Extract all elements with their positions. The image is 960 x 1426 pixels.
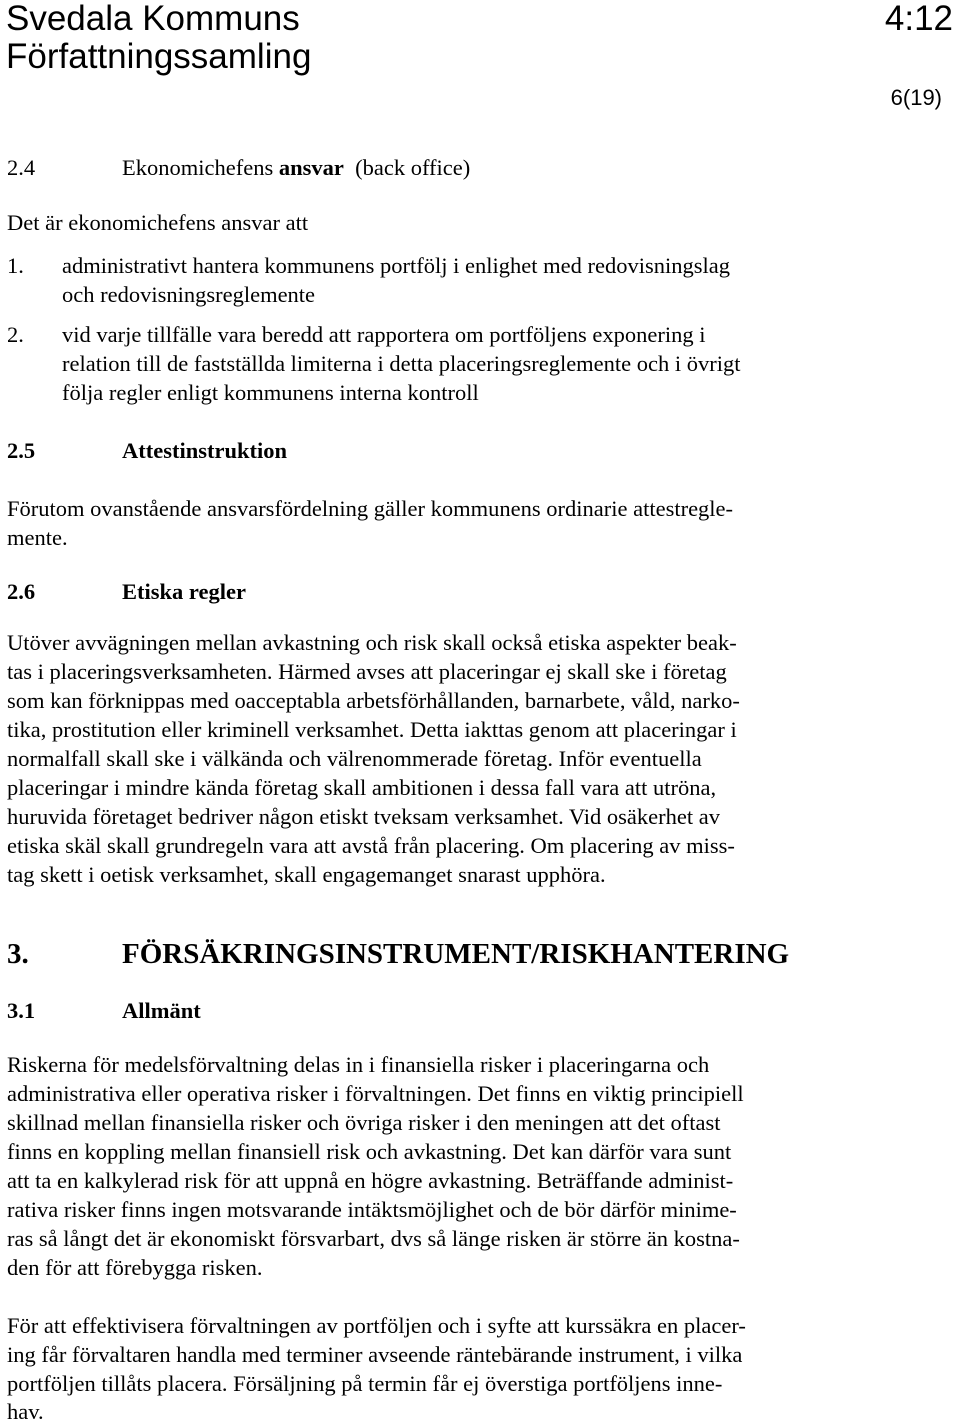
section-2-5-line1: Förutom ovanstående ansvarsfördelning gäller kommunens ordinarie attestregle- bbox=[7, 496, 734, 521]
section-2-6-line: tika, prostitution eller kriminell verksamhet. Detta iakttas genom att placeringar i bbox=[7, 717, 737, 742]
section-3-1-para1-line: Riskerna för medelsförvaltning delas in i finansiella risker i placeringarna och bbox=[7, 1052, 710, 1077]
section-3-number: 3. bbox=[7, 938, 29, 970]
list-item-2-line1: vid varje tillfälle vara beredd att rapportera om portföljens exponering i bbox=[62, 322, 706, 347]
list-item-2-number: 2. bbox=[7, 322, 24, 347]
list-item-1-line1: administrativt hantera kommunens portfölj i enlighet med redovisningslag bbox=[62, 253, 730, 278]
section-2-4-number: 2.4 bbox=[7, 155, 36, 180]
section-3-1-para1-line: rativa risker finns ingen motsvarande intäktsmöjlighet och de bör därför minime- bbox=[7, 1197, 737, 1222]
section-2-6-line: som kan förknippas med oacceptabla arbetsförhållanden, barnarbete, våld, narko- bbox=[7, 688, 740, 713]
section-2-6-line: etiska skäl skall grundregeln vara att avstå från placering. Om placering av miss- bbox=[7, 833, 735, 858]
section-3-1-number: 3.1 bbox=[7, 998, 36, 1023]
section-2-6-line: tag skett i oetisk verksamhet, skall engagemanget snarast upphöra. bbox=[7, 862, 606, 887]
section-3-title: FÖRSÄKRINGSINSTRUMENT/RISKHANTERING bbox=[122, 938, 790, 970]
section-3-1-para1-line: skillnad mellan finansiella risker och övriga risker i den meningen att det oftast bbox=[7, 1110, 721, 1135]
section-2-5-line2: mente. bbox=[7, 525, 68, 550]
section-3-1-para1-line: att ta en kalkylerad risk för att uppnå en högre avkastning. Beträffande administ- bbox=[7, 1168, 734, 1193]
section-3-1-title: Allmänt bbox=[122, 998, 201, 1023]
section-2-6-line: normalfall skall ske i välkända och välrenommerade företag. Inför eventuella bbox=[7, 746, 702, 771]
list-item-1-line2: och redovisningsreglemente bbox=[62, 282, 316, 307]
section-3-1-para1-line: finns en koppling mellan finansiell risk och avkastning. Det kan därför vara sunt bbox=[7, 1139, 732, 1164]
section-2-5-number: 2.5 bbox=[7, 438, 36, 463]
section-3-1-para1-line: den för att förebygga risken. bbox=[7, 1255, 263, 1280]
section-2-5-title: Attestinstruktion bbox=[122, 438, 288, 463]
section-2-6-number: 2.6 bbox=[7, 579, 36, 604]
list-item-1-number: 1. bbox=[7, 253, 24, 278]
header-title-line1: Svedala Kommuns bbox=[6, 0, 300, 38]
section-2-6-line: huruvida företaget bedriver någon etiskt tveksam verksamhet. Vid osäkerhet av bbox=[7, 804, 721, 829]
section-2-6-line: placeringar i mindre kända företag skall ambitionen i dessa fall vara att utröna, bbox=[7, 775, 717, 800]
list-item-2-line2: relation till de fastställda limiterna i detta placeringsreglemente och i övrigt bbox=[62, 351, 741, 376]
section-2-6-line: Utöver avvägningen mellan avkastning och risk skall också etiska aspekter beak- bbox=[7, 630, 737, 655]
section-3-1-para1-line: ras så långt det är ekonomiskt försvarbart, dvs så länge risken är större än kostna- bbox=[7, 1226, 740, 1251]
section-3-1-para2-line: För att effektivisera förvaltningen av portföljen och i syfte att kurssäkra en placer- bbox=[7, 1313, 746, 1338]
section-2-6-line: tas i placeringsverksamheten. Härmed avses att placeringar ej skall ske i företag bbox=[7, 659, 727, 684]
section-3-1-para2-line: portföljen tillåts placera. Försäljning på termin får ej överstiga portföljens inne- bbox=[7, 1371, 723, 1396]
page-number: 6(19) bbox=[890, 85, 942, 110]
section-2-4-intro: Det är ekonomichefens ansvar att bbox=[7, 210, 309, 235]
section-3-1-para2-line: hav. bbox=[7, 1399, 44, 1424]
section-3-1-para2-line: ing får förvaltaren handla med terminer avseende räntebärande instrument, i vilka bbox=[7, 1342, 743, 1367]
document-header-title bbox=[6, 0, 311, 76]
section-3-1-para1-line: administrativa eller operativa risker i förvaltningen. Det finns en viktig principiell bbox=[7, 1081, 744, 1106]
document-code: 4:12 bbox=[884, 0, 953, 38]
section-2-4-heading: Ekonomichefens ansvar (back office) bbox=[122, 155, 471, 180]
list-item-2-line3: följa regler enligt kommunens interna kontroll bbox=[62, 380, 479, 405]
section-2-6-title: Etiska regler bbox=[122, 579, 246, 604]
header-title-line2: Författningssamling bbox=[6, 37, 312, 76]
